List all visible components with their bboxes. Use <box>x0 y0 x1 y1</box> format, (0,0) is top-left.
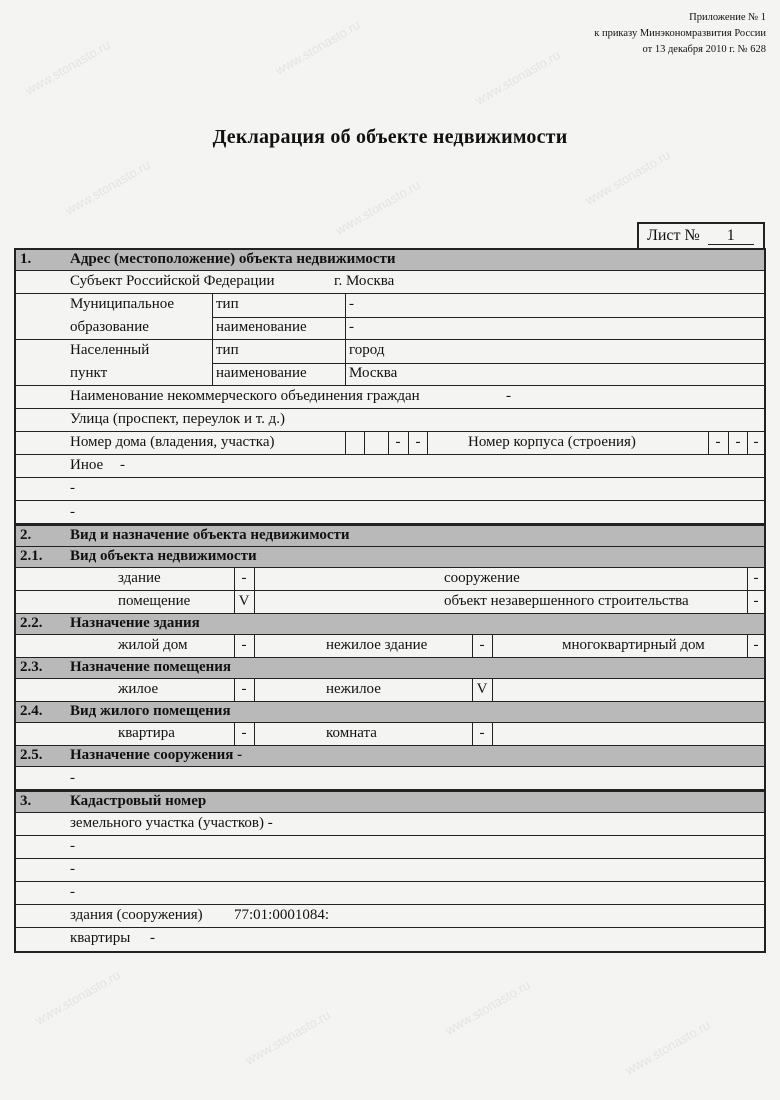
cell-divider <box>472 635 473 657</box>
section-3-header <box>16 792 764 813</box>
house-number-row <box>16 432 764 455</box>
structure-label: сооружение <box>444 570 520 586</box>
land-cadastral-value[interactable]: - <box>70 838 75 854</box>
room-checkbox[interactable]: - <box>479 725 485 741</box>
object-type-row <box>16 568 764 591</box>
cell-divider <box>492 679 493 701</box>
settlement-name-value[interactable]: Москва <box>349 365 398 381</box>
cell-divider <box>408 432 409 454</box>
section-2-1-header <box>16 547 764 568</box>
premises-label: помещение <box>118 593 191 609</box>
cell-divider <box>212 363 764 364</box>
section-2-4-header <box>16 702 764 723</box>
other-extra-row <box>16 501 764 526</box>
watermark-text: www.stonasto.ru <box>62 157 153 218</box>
annex-note <box>594 10 766 58</box>
cell-divider <box>234 568 235 590</box>
other-extra-value[interactable]: - <box>70 504 75 520</box>
land-cadastral-row <box>16 882 764 905</box>
nko-row <box>16 386 764 409</box>
cell-divider <box>345 432 346 454</box>
building-cadastral-value[interactable]: 77:01:0001084: <box>234 907 330 923</box>
watermark-text: www.stonasto.ru <box>442 977 533 1038</box>
room-label: комната <box>326 725 377 741</box>
section-title: Назначение здания <box>70 615 200 631</box>
residential-label: жилое <box>118 681 159 697</box>
cell-divider <box>492 723 493 745</box>
dwelling-type-row <box>16 723 764 746</box>
section-number: 2.5. <box>20 747 43 763</box>
flat-cadastral-row <box>16 928 764 951</box>
cell-divider <box>254 723 255 745</box>
cell-divider <box>234 635 235 657</box>
land-cadastral-row <box>16 859 764 882</box>
apartment-building-checkbox[interactable]: - <box>753 637 759 653</box>
settlement-row <box>16 340 764 386</box>
cell-divider <box>254 591 255 613</box>
building-label: здание <box>118 570 161 586</box>
municipal-type-value[interactable]: - <box>349 296 354 312</box>
cell-divider <box>728 432 729 454</box>
cell-divider <box>472 723 473 745</box>
cell-divider <box>234 723 235 745</box>
unfinished-checkbox[interactable]: - <box>753 593 759 609</box>
flat-cadastral-label: квартиры <box>70 930 131 946</box>
cell-divider <box>747 591 748 613</box>
nonresidential-label: нежилое <box>326 681 381 697</box>
type-label: тип <box>216 296 239 312</box>
type-label: тип <box>216 342 239 358</box>
section-number: 2.3. <box>20 659 43 675</box>
nonresidential-checkbox[interactable]: V <box>476 681 488 697</box>
nonres-building-label: нежилое здание <box>326 637 428 653</box>
other-extra-value[interactable]: - <box>70 480 75 496</box>
building-cell[interactable]: - <box>753 434 759 450</box>
section-2-header <box>16 526 764 547</box>
cell-divider <box>234 591 235 613</box>
flat-label: квартира <box>118 725 175 741</box>
watermark-text: www.stonasto.ru <box>472 47 563 108</box>
residential-checkbox[interactable]: - <box>241 681 247 697</box>
watermark-text: www.stonasto.ru <box>22 37 113 98</box>
building-checkbox[interactable]: - <box>241 570 247 586</box>
street-label: Улица (проспект, переулок и т. д.) <box>70 411 286 427</box>
watermark-text: www.stonasto.ru <box>582 147 673 208</box>
house-label: жилой дом <box>118 637 188 653</box>
cell-divider <box>212 317 764 318</box>
municipal-name-value[interactable]: - <box>349 319 354 335</box>
section-title: Назначение сооружения - <box>70 747 243 763</box>
section-number: 2.4. <box>20 703 43 719</box>
settlement-label: пункт <box>70 365 108 381</box>
section-2-3-header <box>16 658 764 679</box>
name-label: наименование <box>216 319 307 335</box>
cell-divider <box>234 679 235 701</box>
declaration-form <box>14 248 766 953</box>
watermark-text: www.stonasto.ru <box>332 177 423 238</box>
settlement-type-value[interactable]: город <box>349 342 385 358</box>
name-label: наименование <box>216 365 307 381</box>
subject-row <box>16 271 764 294</box>
structure-checkbox[interactable]: - <box>753 570 759 586</box>
sheet-number: 1 <box>708 227 754 245</box>
settlement-label: Населенный <box>70 342 150 358</box>
cell-divider <box>492 635 493 657</box>
other-label: Иное <box>70 457 104 473</box>
sheet-number-box <box>637 222 765 250</box>
cell-divider <box>254 568 255 590</box>
section-title: Адрес (местоположение) объекта недвижимости <box>70 251 396 267</box>
subject-value[interactable]: г. Москва <box>334 273 395 289</box>
cell-divider <box>472 679 473 701</box>
building-purpose-row <box>16 635 764 658</box>
building-cadastral-row <box>16 905 764 928</box>
land-cadastral-value[interactable]: - <box>70 884 75 900</box>
structure-purpose-row <box>16 767 764 792</box>
other-row <box>16 455 764 478</box>
house-checkbox[interactable]: - <box>241 637 247 653</box>
nonres-building-checkbox[interactable]: - <box>479 637 485 653</box>
other-value[interactable]: - <box>120 457 125 473</box>
section-title: Вид и назначение объекта недвижимости <box>70 527 350 543</box>
house-cell[interactable]: - <box>415 434 421 450</box>
flat-checkbox[interactable]: - <box>241 725 247 741</box>
watermark-text: www.stonasto.ru <box>272 17 363 78</box>
land-cadastral-value[interactable]: - <box>70 861 75 877</box>
nko-value[interactable]: - <box>506 388 511 404</box>
building-cell[interactable]: - <box>735 434 741 450</box>
apartment-building-label: многоквартирный дом <box>562 637 705 653</box>
watermark-text: www.stonasto.ru <box>622 1017 713 1078</box>
premises-purpose-row <box>16 679 764 702</box>
cell-divider <box>388 432 389 454</box>
watermark-text: www.stonasto.ru <box>242 1007 333 1068</box>
building-cadastral-label: здания (сооружения) <box>70 907 203 923</box>
cell-divider <box>747 568 748 590</box>
building-number-label: Номер корпуса (строения) <box>468 434 636 450</box>
municipal-label: образование <box>70 319 149 335</box>
section-title: Вид жилого помещения <box>70 703 231 719</box>
section-number: 2. <box>20 527 32 543</box>
section-2-5-header <box>16 746 764 767</box>
sheet-label: Лист № <box>647 227 700 244</box>
cell-divider <box>364 432 365 454</box>
cell-divider <box>747 432 748 454</box>
cell-divider <box>254 635 255 657</box>
premises-checkbox[interactable]: V <box>238 593 250 609</box>
section-2-2-header <box>16 614 764 635</box>
subject-label: Субъект Российской Федерации <box>70 273 275 289</box>
structure-purpose-value[interactable]: - <box>70 770 75 786</box>
land-cadastral-row <box>16 836 764 859</box>
section-number: 3. <box>20 793 32 809</box>
document-title: Декларация об объекте недвижимости <box>212 126 568 148</box>
street-row <box>16 409 764 432</box>
house-cell[interactable]: - <box>395 434 401 450</box>
section-number: 1. <box>20 251 32 267</box>
house-number-label: Номер дома (владения, участка) <box>70 434 275 450</box>
cell-divider <box>427 432 428 454</box>
annex-line: Приложение № 1 <box>689 12 766 23</box>
object-type-row <box>16 591 764 614</box>
nko-label: Наименование некоммерческого объединения граждан <box>70 388 420 404</box>
section-number: 2.1. <box>20 548 43 564</box>
land-cadastral-row <box>16 813 764 836</box>
land-cadastral-label: земельного участка (участков) - <box>70 815 273 831</box>
section-title: Кадастровый номер <box>70 793 207 809</box>
municipal-row <box>16 294 764 340</box>
annex-line: к приказу Минэкономразвития России <box>594 28 766 39</box>
section-title: Назначение помещения <box>70 659 232 675</box>
annex-line: от 13 декабря 2010 г. № 628 <box>642 44 766 55</box>
cell-divider <box>747 635 748 657</box>
unfinished-label: объект незавершенного строительства <box>444 593 689 609</box>
other-extra-row <box>16 478 764 501</box>
section-title: Вид объекта недвижимости <box>70 548 257 564</box>
cell-divider <box>708 432 709 454</box>
municipal-label: Муниципальное <box>70 296 175 312</box>
section-number: 2.2. <box>20 615 43 631</box>
flat-cadastral-value[interactable]: - <box>150 930 155 946</box>
section-1-header <box>16 250 764 271</box>
building-cell[interactable]: - <box>715 434 721 450</box>
cell-divider <box>254 679 255 701</box>
watermark-text: www.stonasto.ru <box>32 967 123 1028</box>
